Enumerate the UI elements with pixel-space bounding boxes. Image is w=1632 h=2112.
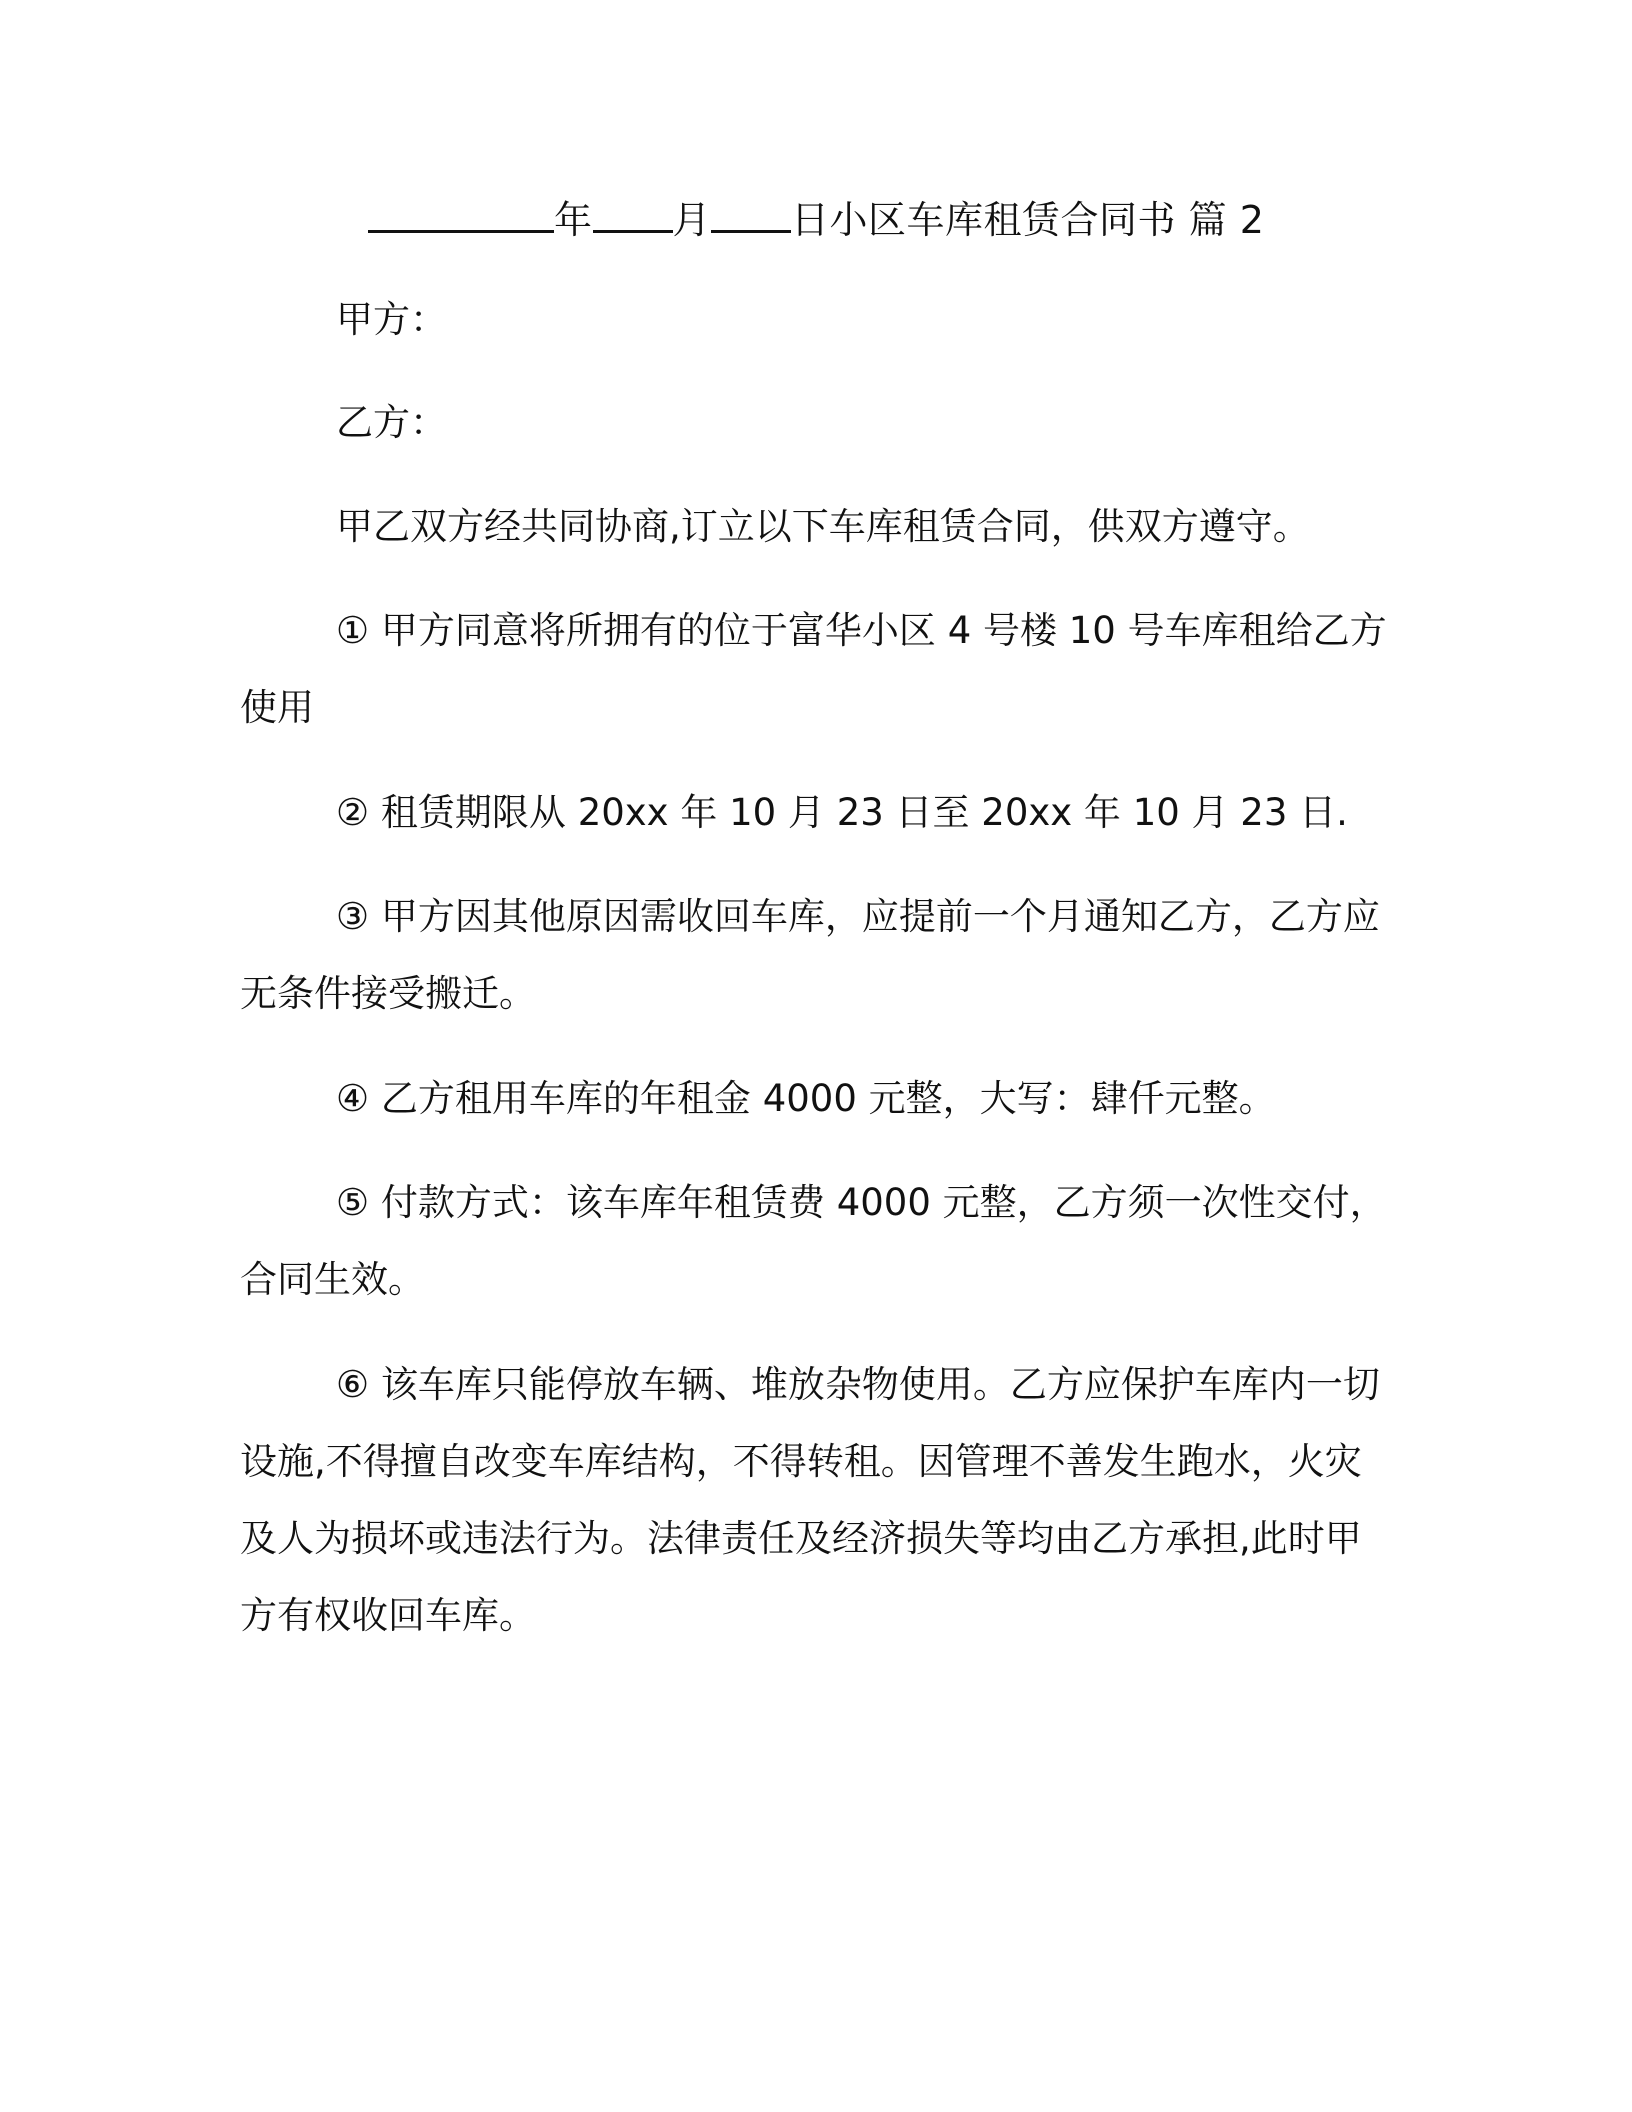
year-blank — [368, 192, 554, 233]
clause-5: ⑤ 付款方式：该车库年租赁费 4000 元整，乙方须一次性交付，合同生效。 — [240, 1181, 1387, 1301]
clause-1: ① 甲方同意将所拥有的位于富华小区 4 号楼 10 号车库租给乙方使用 — [240, 609, 1387, 729]
document-title — [368, 192, 1348, 242]
party-a-label: 甲方： — [336, 298, 447, 341]
title-text: 日小区车库租赁合同书 篇 2 — [791, 198, 1265, 242]
day-blank — [711, 192, 791, 233]
title-month-label: 月 — [672, 198, 712, 242]
clause-3: ③ 甲方因其他原因需收回车库，应提前一个月通知乙方，乙方应无条件接受搬迁。 — [240, 895, 1380, 1015]
party-b-label: 乙方： — [336, 401, 447, 444]
month-blank — [593, 192, 673, 233]
intro-paragraph: 甲乙双方经共同协商,订立以下车库租赁合同，供双方遵守。 — [336, 505, 1310, 548]
title-year-label: 年 — [554, 198, 593, 242]
clause-2: ② 租赁期限从 20xx 年 10 月 23 日至 20xx 年 10 月 23 日. — [336, 791, 1348, 834]
clause-4: ④ 乙方租用车库的年租金 4000 元整，大写：肆仟元整。 — [336, 1077, 1276, 1120]
clause-6: ⑥ 该车库只能停放车辆、堆放杂物使用。乙方应保护车库内一切设施,不得擅自改变车库结构，不得转租。因管理不善发生跑水，火灾及人为损坏或违法行为。法律责任及经济损失等均由乙方承担,此时甲方有权收回车库。 — [240, 1363, 1380, 1637]
